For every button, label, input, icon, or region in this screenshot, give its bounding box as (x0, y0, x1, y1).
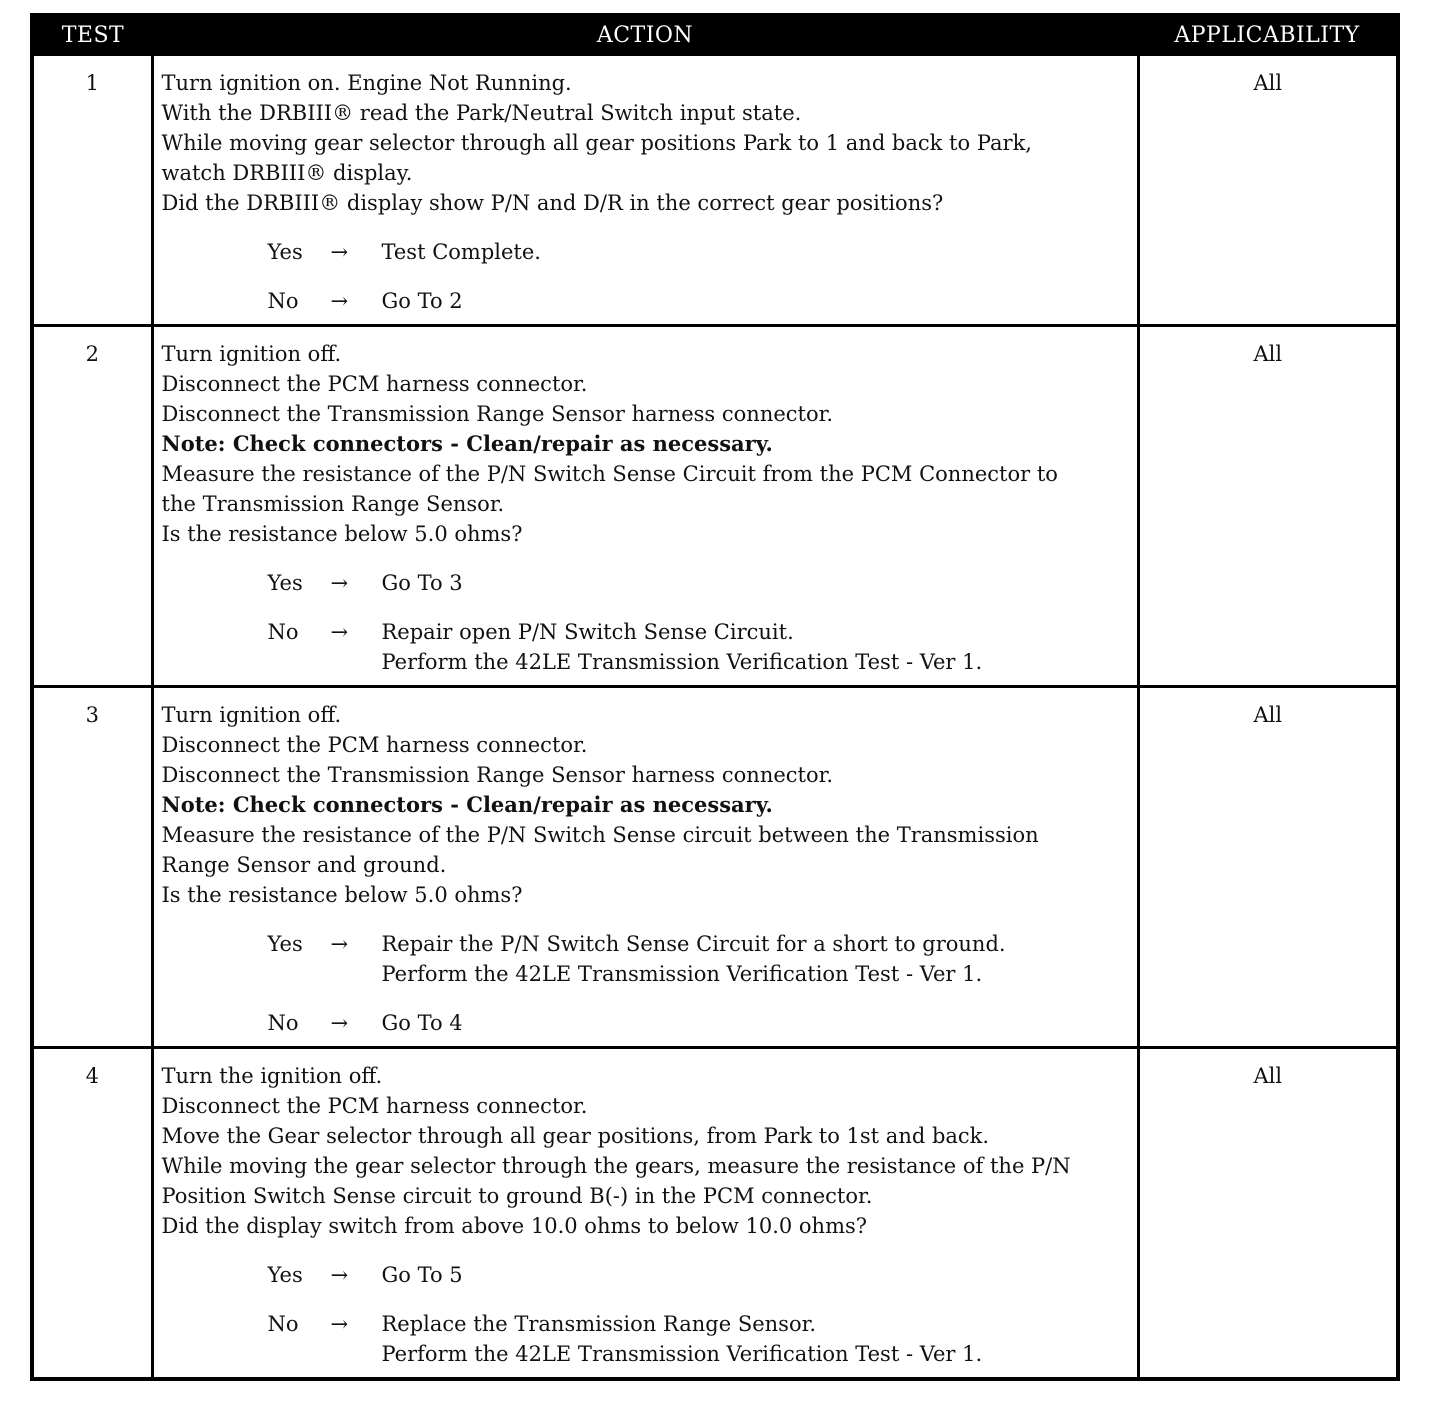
diagnostic-test-table (30, 13, 1400, 1381)
outcome-result-line: Go To 3 (381, 571, 463, 595)
test-action (152, 55, 1138, 326)
outcome-result (382, 1260, 1131, 1290)
step-line: Did the display switch from above 10.0 ohms to below 10.0 ohms? (161, 1214, 868, 1238)
step-line: Did the DRBIII® display show P/N and D/R in the correct gear positions? (161, 191, 944, 215)
step-line: Disconnect the Transmission Range Sensor harness connector. (161, 402, 834, 426)
outcome-result-line: Repair the P/N Switch Sense Circuit for a short to ground. (381, 932, 1006, 956)
table-body (32, 55, 1398, 1380)
arrow-right-icon: → (330, 289, 349, 313)
test-action (152, 687, 1138, 1048)
test-applicability: All (1138, 687, 1398, 1048)
header-action: ACTION (152, 15, 1138, 55)
outcome-answer: No (267, 1011, 299, 1035)
outcome-result-line: Replace the Transmission Range Sensor. (381, 1312, 817, 1336)
outcome-result (382, 617, 1131, 677)
step-line: Is the resistance below 5.0 ohms? (161, 883, 523, 907)
outcome-answer: Yes (267, 571, 303, 595)
step-line: Measure the resistance of the P/N Switch Sense Circuit from the PCM Connector to (161, 462, 1058, 486)
step-line: Measure the resistance of the P/N Switch Sense circuit between the Transmission (161, 823, 1039, 847)
test-number: 3 (32, 687, 152, 1048)
outcome-result (382, 929, 1131, 989)
header-test: TEST (32, 15, 152, 55)
step-line: Move the Gear selector through all gear positions, from Park to 1st and back. (161, 1124, 990, 1148)
test-number: 1 (32, 55, 152, 326)
arrow-right-icon: → (330, 571, 349, 595)
test-action (152, 1048, 1138, 1380)
step-line: Range Sensor and ground. (161, 853, 447, 877)
outcome-yes (162, 237, 1131, 267)
outcome-answer: Yes (267, 1263, 303, 1287)
outcome-no (162, 1309, 1131, 1369)
outcome-result (382, 286, 1131, 316)
outcome-answer: Yes (267, 240, 303, 264)
outcome-yes (162, 568, 1131, 598)
test-number: 2 (32, 326, 152, 687)
step-line: Turn ignition on. Engine Not Running. (161, 71, 572, 95)
step-line: Disconnect the PCM harness connector. (161, 733, 588, 757)
outcome-answer: No (267, 620, 299, 644)
step-line: While moving the gear selector through the gears, measure the resistance of the P/N (161, 1154, 1071, 1178)
test-applicability: All (1138, 1048, 1398, 1380)
arrow-right-icon: → (330, 932, 349, 956)
step-line: Disconnect the PCM harness connector. (161, 372, 588, 396)
test-applicability: All (1138, 55, 1398, 326)
test-row (32, 55, 1398, 326)
outcome-result (382, 237, 1131, 267)
outcome-result-line: Go To 5 (381, 1263, 463, 1287)
outcome-result-line: Test Complete. (381, 240, 541, 264)
header-applicability: APPLICABILITY (1138, 15, 1398, 55)
step-line: While moving gear selector through all gear positions Park to 1 and back to Park, (161, 131, 1032, 155)
test-number: 4 (32, 1048, 152, 1380)
table-header (32, 15, 1398, 55)
outcome-result-line: Perform the 42LE Transmission Verification Test - Ver 1. (381, 1342, 983, 1366)
test-row (32, 326, 1398, 687)
step-line: watch DRBIII® display. (161, 161, 413, 185)
step-line: Disconnect the PCM harness connector. (161, 1094, 588, 1118)
outcome-result-line: Perform the 42LE Transmission Verification Test - Ver 1. (381, 650, 983, 674)
outcome-no (162, 617, 1131, 677)
step-line: the Transmission Range Sensor. (161, 492, 505, 516)
step-line: With the DRBIII® read the Park/Neutral Switch input state. (161, 101, 802, 125)
outcome-result (382, 1309, 1131, 1369)
outcome-result-line: Perform the 42LE Transmission Verification Test - Ver 1. (381, 962, 983, 986)
header-row (32, 15, 1398, 55)
step-line: Turn ignition off. (161, 342, 342, 366)
step-line: Turn the ignition off. (161, 1064, 383, 1088)
step-line: Turn ignition off. (161, 703, 342, 727)
arrow-right-icon: → (330, 1011, 349, 1035)
outcome-result (382, 1008, 1131, 1038)
outcome-result (382, 568, 1131, 598)
outcome-no (162, 1008, 1131, 1038)
arrow-right-icon: → (330, 1312, 349, 1336)
outcome-result-line: Go To 2 (381, 289, 463, 313)
outcome-result-line: Go To 4 (381, 1011, 463, 1035)
arrow-right-icon: → (330, 620, 349, 644)
arrow-right-icon: → (330, 1263, 349, 1287)
step-line: Is the resistance below 5.0 ohms? (161, 522, 523, 546)
note-line: Note: Check connectors - Clean/repair as necessary. (161, 792, 773, 817)
test-action (152, 326, 1138, 687)
outcome-answer: No (267, 289, 299, 313)
test-row (32, 1048, 1398, 1380)
test-row (32, 687, 1398, 1048)
outcome-answer: No (267, 1312, 299, 1336)
outcome-answer: Yes (267, 932, 303, 956)
outcome-no (162, 286, 1131, 316)
note-line: Note: Check connectors - Clean/repair as necessary. (161, 431, 773, 456)
outcome-result-line: Repair open P/N Switch Sense Circuit. (381, 620, 794, 644)
step-line: Position Switch Sense circuit to ground B(-) in the PCM connector. (161, 1184, 873, 1208)
arrow-right-icon: → (330, 240, 349, 264)
step-line: Disconnect the Transmission Range Sensor harness connector. (161, 763, 834, 787)
test-applicability: All (1138, 326, 1398, 687)
outcome-yes (162, 929, 1131, 989)
outcome-yes (162, 1260, 1131, 1290)
